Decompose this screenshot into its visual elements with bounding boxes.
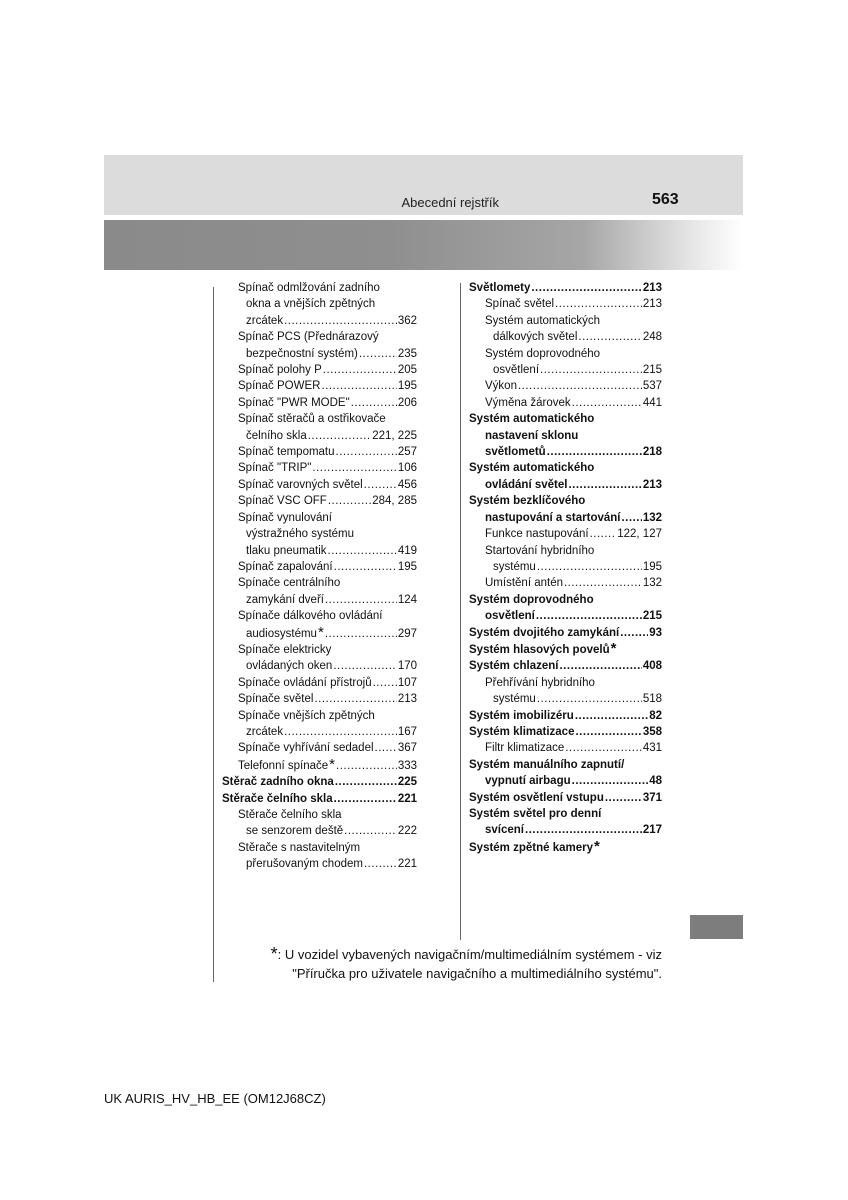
index-entry-page: 215 bbox=[642, 364, 662, 377]
index-entry-page: 371 bbox=[642, 791, 662, 804]
index-entry-term: zrcátek bbox=[246, 725, 284, 738]
dot-leader bbox=[575, 708, 648, 724]
index-entry bbox=[222, 791, 417, 807]
index-entry bbox=[469, 444, 662, 460]
index-entry bbox=[222, 575, 417, 591]
index-entry-term: výstražného systému bbox=[246, 528, 355, 541]
index-entry bbox=[222, 428, 417, 444]
index-entry bbox=[469, 839, 662, 856]
dot-leader bbox=[334, 791, 397, 807]
index-entry-page: 221, 225 bbox=[372, 429, 417, 442]
index-entry-term: Spínač POWER bbox=[238, 380, 321, 393]
index-entry bbox=[469, 757, 662, 773]
dot-leader bbox=[314, 691, 396, 707]
index-entry bbox=[469, 493, 662, 509]
index-entry bbox=[222, 510, 417, 526]
index-entry-term: Systém světel pro denní bbox=[469, 808, 602, 820]
index-entry-page: 106 bbox=[397, 462, 417, 475]
index-entry bbox=[222, 313, 417, 329]
asterisk-mark: * bbox=[317, 623, 324, 641]
index-entry-term: Systém automatických bbox=[485, 314, 601, 327]
index-entry-page: 122, 127 bbox=[617, 528, 662, 541]
dot-leader bbox=[325, 626, 397, 642]
index-entry-term: Spínač VSC OFF bbox=[238, 495, 327, 508]
index-entry-term: Systém doprovodného bbox=[469, 593, 594, 606]
index-entry bbox=[222, 346, 417, 362]
index-entry-page: 235 bbox=[397, 347, 417, 360]
index-entry-term: nastavení sklonu bbox=[485, 429, 579, 442]
index-entry-term: Systém chlazení bbox=[469, 660, 559, 673]
index-entry bbox=[222, 675, 417, 691]
index-entry-term: Umístění antén bbox=[485, 577, 563, 590]
index-entry-term: Stěrače s nastavitelným bbox=[238, 841, 361, 854]
index-entry-term: okna a vnějších zpětných bbox=[246, 298, 376, 311]
index-entry bbox=[222, 460, 417, 476]
index-entry-term: Spínač stěračů a ostřikovače bbox=[238, 413, 386, 426]
index-entry bbox=[469, 608, 662, 624]
index-entry bbox=[222, 691, 417, 707]
index-entry-term: tlaku pneumatik bbox=[246, 544, 327, 557]
index-entry-term: Telefonní spínače bbox=[238, 759, 329, 772]
dot-leader bbox=[312, 460, 396, 476]
dot-leader bbox=[321, 378, 396, 394]
index-entry bbox=[222, 592, 417, 608]
index-entry-term: Spínač světel bbox=[485, 298, 555, 311]
index-entry-term: Spínač tempomatu bbox=[238, 446, 335, 459]
index-entry bbox=[469, 329, 662, 345]
index-entry-term: Spínač "PWR MODE" bbox=[238, 396, 350, 409]
index-entry-page: 48 bbox=[649, 775, 662, 788]
dot-leader bbox=[518, 378, 642, 394]
dot-leader bbox=[537, 691, 642, 707]
index-entry bbox=[222, 608, 417, 624]
column-divider bbox=[460, 283, 461, 940]
index-entry-page: 362 bbox=[397, 314, 417, 327]
index-entry-term: Stěrače čelního skla bbox=[222, 792, 333, 805]
index-entry bbox=[469, 575, 662, 591]
index-entry bbox=[469, 773, 662, 789]
index-entry bbox=[469, 740, 662, 756]
index-entry bbox=[469, 724, 662, 740]
index-entry-term: audiosystému bbox=[246, 627, 317, 640]
dot-leader bbox=[333, 658, 397, 674]
asterisk-mark: * bbox=[329, 755, 335, 773]
index-entry-page: 213 bbox=[642, 298, 662, 311]
index-entry-term: svícení bbox=[485, 824, 524, 837]
index-entry-page: 419 bbox=[397, 544, 417, 557]
index-entry bbox=[469, 822, 662, 838]
index-entry-term: Systém imobilizéru bbox=[469, 709, 574, 722]
index-entry bbox=[469, 411, 662, 427]
index-entry bbox=[469, 658, 662, 674]
index-entry bbox=[222, 477, 417, 493]
index-entry-page: 213 bbox=[397, 693, 417, 706]
index-entry-page: 213 bbox=[642, 282, 662, 294]
index-entry-term: Systém automatického bbox=[469, 413, 595, 426]
dot-leader bbox=[590, 526, 617, 542]
dot-leader bbox=[334, 559, 397, 575]
index-entry bbox=[222, 559, 417, 575]
left-margin-rule bbox=[213, 287, 214, 982]
index-entry-page: 195 bbox=[397, 560, 417, 573]
asterisk-mark: * bbox=[594, 837, 600, 855]
dot-leader bbox=[555, 296, 642, 312]
dot-leader bbox=[572, 773, 649, 789]
index-entry bbox=[222, 642, 417, 658]
index-entry-term: Spínač "TRIP" bbox=[238, 462, 312, 475]
index-entry-page: 170 bbox=[397, 660, 417, 673]
dot-leader bbox=[375, 740, 397, 756]
dot-leader bbox=[351, 395, 397, 411]
index-entry bbox=[469, 675, 662, 691]
index-entry-term: zrcátek bbox=[246, 314, 284, 327]
index-entry-page: 257 bbox=[397, 446, 417, 459]
index-entry-term: Filtr klimatizace bbox=[485, 742, 565, 755]
index-entry bbox=[222, 856, 417, 872]
dot-leader bbox=[525, 822, 642, 838]
index-entry bbox=[222, 807, 417, 823]
index-entry-page: 124 bbox=[397, 593, 417, 606]
index-entry-term: Výměna žárovek bbox=[485, 396, 571, 409]
index-entry-page: 518 bbox=[642, 693, 662, 706]
index-entry-term: Spínače centrálního bbox=[238, 577, 341, 590]
footnote-line-1: : U vozidel vybavených navigačním/multimediálním systémem - viz bbox=[277, 947, 662, 962]
index-entry-term: nastupování a startování bbox=[485, 511, 621, 524]
dot-leader bbox=[547, 444, 642, 460]
index-entry-page: 537 bbox=[642, 380, 662, 393]
index-entry bbox=[469, 559, 662, 575]
index-entry bbox=[222, 543, 417, 559]
index-entry bbox=[222, 708, 417, 724]
index-entry bbox=[222, 840, 417, 856]
dot-leader bbox=[572, 395, 642, 411]
index-entry-term: Spínač polohy P bbox=[238, 364, 322, 377]
page-number: 563 bbox=[652, 191, 679, 208]
index-entry-term: systému bbox=[493, 693, 536, 706]
index-entry-page: 93 bbox=[649, 626, 662, 639]
index-entry-page: 206 bbox=[397, 396, 417, 409]
dot-leader bbox=[605, 790, 642, 806]
index-entry bbox=[469, 280, 662, 296]
index-entry bbox=[222, 625, 417, 642]
index-entry bbox=[222, 329, 417, 345]
dot-leader bbox=[564, 575, 642, 591]
index-entry bbox=[469, 296, 662, 312]
index-column-right bbox=[469, 280, 662, 856]
index-entry bbox=[222, 362, 417, 378]
index-entry bbox=[469, 428, 662, 444]
index-entry-term: vypnutí airbagu bbox=[485, 775, 571, 788]
index-entry-term: Stěrače čelního skla bbox=[238, 809, 342, 821]
index-entry-page: 218 bbox=[642, 446, 662, 459]
index-entry bbox=[469, 460, 662, 476]
index-entry-page: 215 bbox=[642, 610, 662, 623]
index-entry-page: 367 bbox=[397, 742, 417, 755]
asterisk-mark: * bbox=[610, 639, 617, 657]
index-entry-page: 441 bbox=[642, 396, 662, 409]
index-entry-term: Spínač odmlžování zadního bbox=[238, 282, 380, 294]
index-entry-term: Spínače vnějších zpětných bbox=[238, 709, 375, 722]
index-entry-term: Spínače vyhřívání sedadel bbox=[238, 742, 374, 755]
index-entry-page: 431 bbox=[642, 742, 662, 755]
index-entry-term: Systém zpětné kamery bbox=[469, 841, 594, 854]
index-entry-term: světlometů bbox=[485, 446, 546, 459]
index-entry-term: čelního skla bbox=[246, 429, 307, 442]
index-entry bbox=[469, 313, 662, 329]
index-entry-term: systému bbox=[493, 560, 536, 573]
index-entry-term: ovládaných oken bbox=[246, 660, 333, 673]
dot-leader bbox=[621, 510, 641, 526]
index-entry bbox=[222, 774, 417, 790]
index-entry-term: Systém osvětlení vstupu bbox=[469, 791, 604, 804]
index-entry bbox=[222, 823, 417, 839]
index-entry bbox=[222, 395, 417, 411]
index-entry-term: Systém automatického bbox=[469, 462, 595, 475]
dot-leader bbox=[359, 346, 397, 362]
dot-leader bbox=[336, 758, 397, 774]
index-entry bbox=[469, 346, 662, 362]
index-entry-term: Výkon bbox=[485, 380, 517, 393]
index-entry-term: bezpečnostní systém) bbox=[246, 347, 358, 360]
index-entry-page: 222 bbox=[397, 825, 417, 838]
index-entry-term: ovládání světel bbox=[485, 478, 568, 491]
section-tab-marker bbox=[690, 915, 743, 939]
index-entry-term: osvětlení bbox=[485, 610, 535, 623]
document-code: UK AURIS_HV_HB_EE (OM12J68CZ) bbox=[104, 1091, 326, 1106]
index-entry-page: 107 bbox=[397, 676, 417, 689]
dot-leader bbox=[284, 313, 397, 329]
index-entry bbox=[222, 740, 417, 756]
index-entry bbox=[222, 296, 417, 312]
dot-leader bbox=[559, 658, 641, 674]
footnote bbox=[228, 945, 662, 983]
index-entry-term: Systém klimatizace bbox=[469, 725, 575, 738]
index-entry-page: 167 bbox=[397, 725, 417, 738]
dot-leader bbox=[620, 625, 648, 641]
index-entry-page: 132 bbox=[642, 511, 662, 524]
dot-leader bbox=[328, 543, 397, 559]
index-entry-term: Systém bezklíčového bbox=[469, 495, 586, 508]
index-entry-page: 456 bbox=[397, 478, 417, 491]
index-entry-page: 195 bbox=[397, 380, 417, 393]
dot-leader bbox=[578, 329, 641, 345]
index-entry-term: Systém hlasových povelů bbox=[469, 643, 610, 656]
dot-leader bbox=[336, 444, 397, 460]
index-entry bbox=[222, 526, 417, 542]
index-entry-term: Spínače elektricky bbox=[238, 643, 332, 656]
index-entry bbox=[469, 790, 662, 806]
index-entry bbox=[469, 510, 662, 526]
dot-leader bbox=[335, 774, 397, 790]
index-entry-term: Spínač zapalování bbox=[238, 560, 333, 573]
index-entry-page: 217 bbox=[642, 824, 662, 837]
index-entry-page: 333 bbox=[397, 759, 417, 772]
dot-leader bbox=[364, 856, 397, 872]
index-entry-term: zamykání dveří bbox=[246, 593, 324, 606]
index-entry-term: Světlomety bbox=[469, 282, 531, 294]
dot-leader bbox=[308, 428, 372, 444]
index-entry-term: Spínače ovládání přístrojů bbox=[238, 676, 372, 689]
dot-leader bbox=[575, 724, 641, 740]
dot-leader bbox=[568, 477, 641, 493]
index-entry bbox=[469, 477, 662, 493]
index-entry-page: 408 bbox=[642, 660, 662, 673]
index-entry bbox=[469, 641, 662, 658]
index-entry-term: Systém manuálního zapnutí/ bbox=[469, 758, 625, 771]
index-entry-page: 221 bbox=[397, 792, 417, 805]
index-entry bbox=[222, 280, 417, 296]
index-column-left bbox=[222, 280, 417, 873]
dot-leader bbox=[323, 362, 397, 378]
index-entry-page: 82 bbox=[649, 709, 662, 722]
index-entry bbox=[222, 444, 417, 460]
index-entry-term: Funkce nastupování bbox=[485, 528, 589, 541]
index-entry-page: 213 bbox=[642, 478, 662, 491]
index-entry-term: Spínače světel bbox=[238, 693, 314, 706]
dot-leader bbox=[325, 592, 397, 608]
index-entry-page: 248 bbox=[642, 331, 662, 344]
index-entry-page: 297 bbox=[397, 627, 417, 640]
index-entry bbox=[222, 724, 417, 740]
index-entry-page: 225 bbox=[397, 776, 417, 789]
index-entry-term: se senzorem deště bbox=[246, 825, 344, 838]
index-entry-term: Spínače dálkového ovládání bbox=[238, 610, 383, 623]
dot-leader bbox=[540, 362, 642, 378]
dot-leader bbox=[284, 724, 397, 740]
index-entry bbox=[469, 592, 662, 608]
index-entry-page: 205 bbox=[397, 364, 417, 377]
index-entry-term: Startování hybridního bbox=[485, 544, 595, 557]
dot-leader bbox=[531, 280, 641, 296]
index-entry-term: osvětlení bbox=[493, 364, 540, 377]
index-entry-term: přerušovaným chodem bbox=[246, 858, 363, 871]
dot-leader bbox=[536, 608, 642, 624]
index-entry-term: Spínač vynulování bbox=[238, 511, 332, 524]
index-entry bbox=[222, 411, 417, 427]
index-entry-term: dálkových světel bbox=[493, 331, 578, 344]
index-entry bbox=[469, 395, 662, 411]
index-entry-page: 132 bbox=[642, 577, 662, 590]
index-entry-page: 195 bbox=[642, 560, 662, 573]
index-entry-term: Přehřívání hybridního bbox=[485, 676, 595, 689]
index-entry bbox=[469, 378, 662, 394]
dot-leader bbox=[344, 823, 397, 839]
index-entry bbox=[222, 658, 417, 674]
index-entry-term: Spínač varovných světel bbox=[238, 478, 363, 491]
dot-leader bbox=[565, 740, 642, 756]
index-entry-term: Systém doprovodného bbox=[485, 347, 601, 360]
index-entry bbox=[469, 625, 662, 641]
index-entry-page: 284, 285 bbox=[372, 495, 417, 508]
dot-leader bbox=[373, 675, 397, 691]
index-entry-term: Systém dvojitého zamykání bbox=[469, 626, 620, 639]
footnote-line-2: "Příručka pro uživatele navigačního a multimediálního systému". bbox=[292, 966, 662, 981]
footnote-asterisk: * bbox=[270, 944, 278, 964]
index-entry-term: Spínač PCS (Přednárazový bbox=[238, 331, 379, 344]
index-entry bbox=[469, 708, 662, 724]
dot-leader bbox=[328, 493, 371, 509]
dot-leader bbox=[364, 477, 397, 493]
index-entry bbox=[469, 691, 662, 707]
index-entry-term: Stěrač zadního okna bbox=[222, 776, 334, 789]
index-entry bbox=[222, 493, 417, 509]
index-entry-page: 221 bbox=[397, 858, 417, 871]
index-entry bbox=[469, 543, 662, 559]
dot-leader bbox=[537, 559, 642, 575]
section-title: Abecední rejstřík bbox=[401, 195, 499, 210]
index-entry-page: 358 bbox=[642, 725, 662, 738]
index-entry bbox=[469, 526, 662, 542]
index-entry bbox=[469, 806, 662, 822]
header-gradient-band bbox=[104, 220, 743, 270]
index-entry bbox=[222, 378, 417, 394]
index-entry bbox=[469, 362, 662, 378]
index-entry bbox=[222, 757, 417, 774]
